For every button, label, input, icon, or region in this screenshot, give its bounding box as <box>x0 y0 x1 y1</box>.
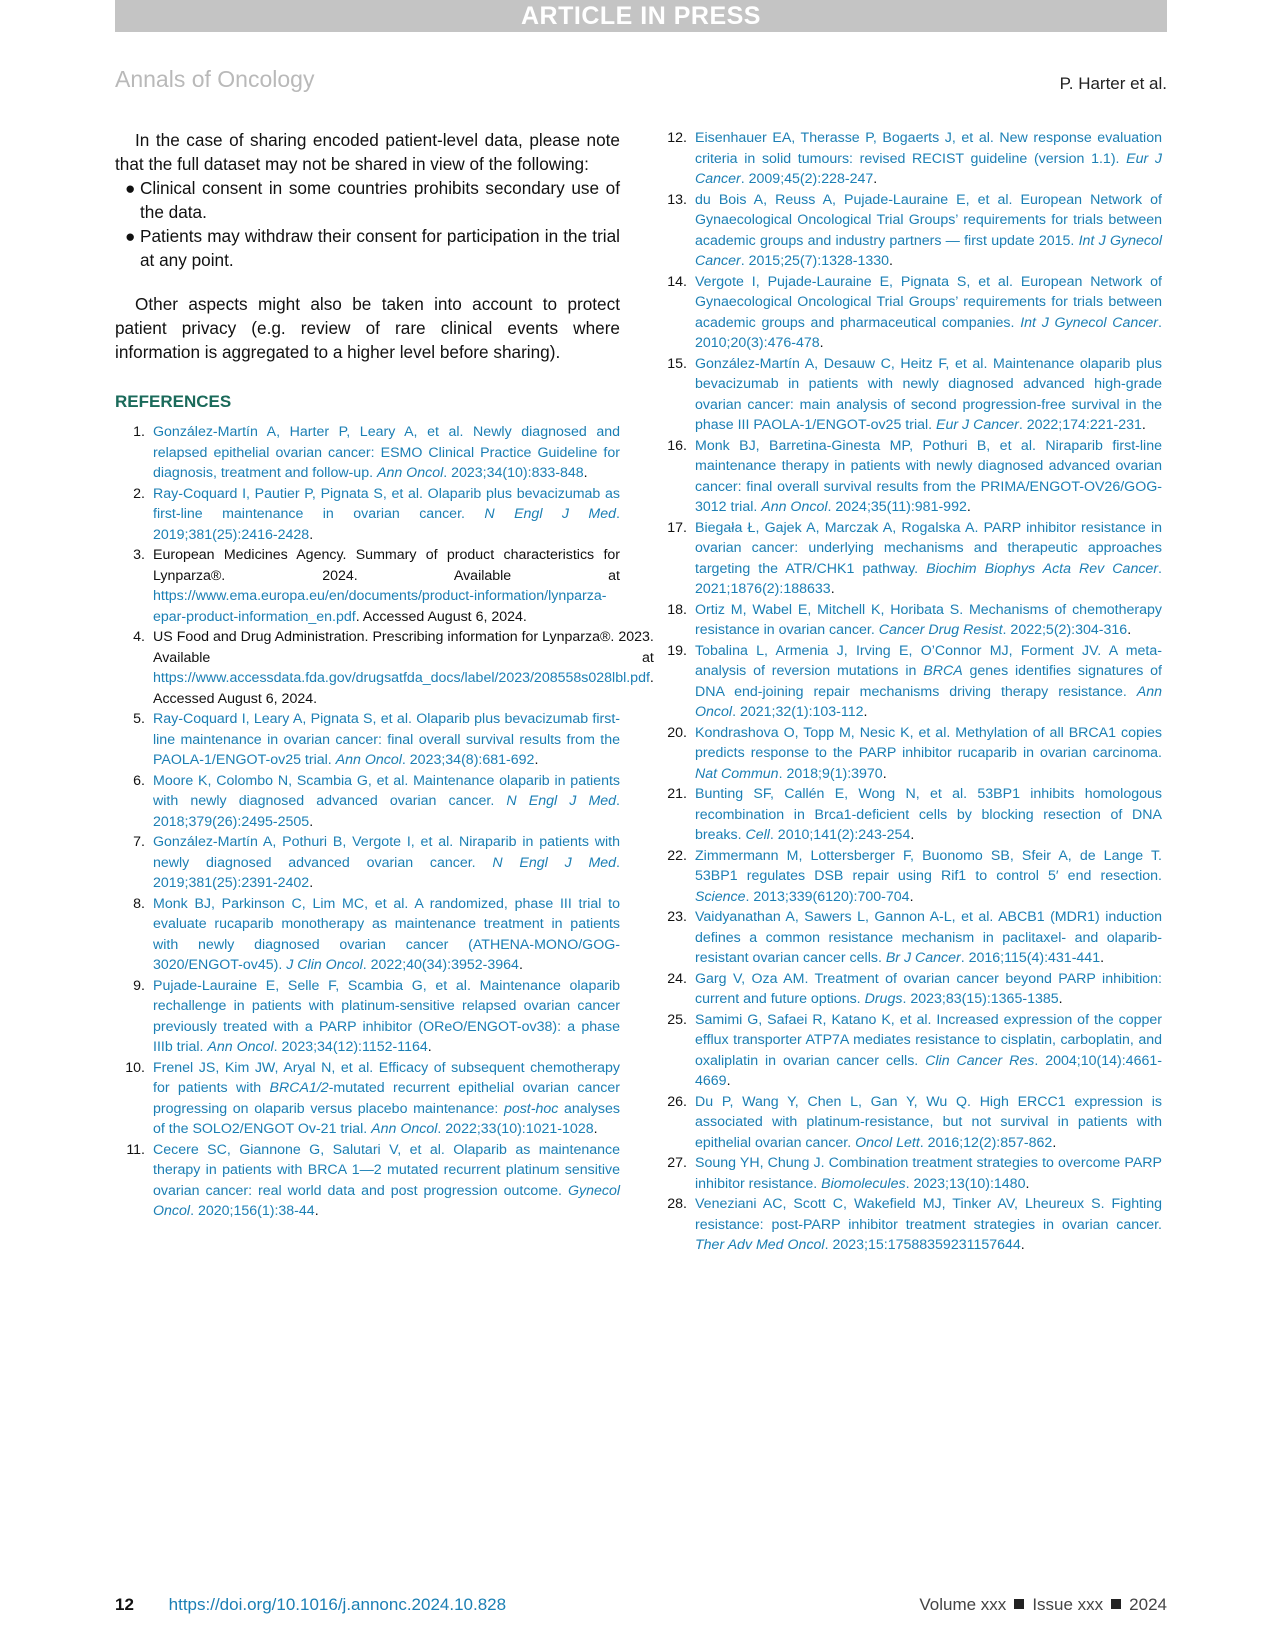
reference-journal[interactable]: Ann Oncol <box>376 465 444 481</box>
reference-text <box>153 771 620 833</box>
reference-text <box>695 190 1162 272</box>
reference-journal[interactable]: Oncol Lett <box>855 1134 920 1151</box>
reference-number: 3. <box>133 547 145 563</box>
reference-link[interactable]: . 2023;34(12):1152-1164 <box>273 1039 428 1055</box>
reference-number: 8. <box>133 895 145 912</box>
reference-number: 2. <box>133 485 145 502</box>
reference-number: 21. <box>667 786 687 802</box>
privacy-paragraph: Other aspects might also be taken into account to protect patient privacy (e.g. review of rare clinical events where information is aggregated to a higher level before sharing). <box>115 294 620 362</box>
reference-text <box>153 709 620 771</box>
reference-journal[interactable]: Nat Commun <box>695 765 779 782</box>
reference-text <box>153 545 620 627</box>
reference-link[interactable]: Monk BJ, Parkinson C, Lim MC, et al. A randomized, phase III trial to evaluate rucaparib monotherapy as maintenance treatment in patients with newly diagnosed ovarian cancer (ATHENA-MONO/GOG-3020/ENGOT-ov45). <box>153 895 620 973</box>
reference-text <box>153 422 620 484</box>
reference-text <box>695 354 1162 436</box>
reference-link[interactable]: Vergote I, Pujade-Lauraine E, Pignata S, et al. European Network of Gynaecological Oncological Trial Groups’ requirements for trials between academic groups and pharmaceutical companies. <box>695 273 1162 331</box>
reference-text <box>153 976 620 1058</box>
volume-label: Volume xxx <box>919 1595 1007 1614</box>
reference-journal[interactable]: Int J Gynecol Cancer <box>1020 314 1159 331</box>
reference-journal[interactable]: post-hoc <box>503 1100 559 1117</box>
reference-number: 16. <box>667 437 687 454</box>
reference-text <box>695 846 1162 908</box>
reference-text <box>153 894 620 976</box>
reference-number: 12. <box>667 130 687 146</box>
reference-link[interactable]: Pujade-Lauraine E, Selle F, Scambia G, et al. Maintenance olaparib rechallenge in patients with platinum-sensitive relapsed ovarian cancer previously treated with a PARP inhibitor (OReO/ENGOT-ov38): a phase IIIb trial. <box>153 977 620 1055</box>
reference-item <box>657 723 1162 785</box>
reference-text <box>695 518 1162 600</box>
reference-link[interactable]: . 2022;174:221-231 <box>1018 417 1142 433</box>
reference-item <box>657 128 1162 190</box>
reference-link[interactable]: . 2020;156(1):38-44 <box>190 1203 315 1219</box>
reference-number: 26. <box>667 1093 687 1110</box>
reference-text <box>695 969 1162 1010</box>
square-separator-icon <box>1111 1599 1121 1609</box>
reference-link[interactable]: . 2021;32(1):103-112 <box>732 704 864 720</box>
reference-link[interactable]: Frenel JS, Kim JW, Aryal N, et al. Efficacy of subsequent chemotherapy for patients with <box>153 1059 620 1096</box>
reference-item <box>657 907 1162 969</box>
reference-item <box>115 709 620 771</box>
reference-number: 15. <box>667 355 687 372</box>
reference-link[interactable]: analyses of the SOLO2/ENGOT Ov-21 trial. <box>153 1100 620 1137</box>
reference-link[interactable]: https://www.accessdata.fda.gov/drugsatfda_docs/label/2023/208558s028lbl.pdf <box>153 670 650 686</box>
reference-journal[interactable]: Science <box>695 888 746 905</box>
reference-link[interactable]: Soung YH, Chung J. Combination treatment strategies to overcome PARP inhibitor resistance. <box>695 1155 1162 1192</box>
reference-journal[interactable]: BRCA <box>923 663 963 679</box>
reference-link[interactable]: Veneziani AC, Scott C, Wakefield MJ, Tinker AV, Lheureux S. Fighting resistance: post-PARP inhibitor treatment strategies in ovarian cancer. <box>695 1196 1162 1233</box>
reference-number: 7. <box>133 834 145 850</box>
reference-journal[interactable]: Int J Gynecol Cancer <box>695 232 1162 269</box>
reference-link[interactable]: Kondrashova O, Topp M, Nesic K, et al. Methylation of all BRCA1 copies predicts response to the PARP inhibitor rucaparib in ovarian carcinoma. <box>695 724 1162 761</box>
reference-link[interactable]: Bunting SF, Callén E, Wong N, et al. 53BP1 inhibits homologous recombination in Brca1-deficient cells by blocking resection of DNA breaks. <box>695 786 1162 843</box>
reference-text <box>153 832 620 894</box>
reference-plain-text: . <box>309 875 314 891</box>
reference-item <box>657 641 1162 723</box>
reference-link[interactable]: Ray-Coquard I, Leary A, Pignata S, et al. Olaparib plus bevacizumab first-line maintenance in ovarian cancer: final overall survival results from the PAOLA-1/ENGOT-ov25 trial. <box>153 711 620 768</box>
reference-link[interactable]: . 2016;115(4):431-441 <box>960 950 1101 966</box>
reference-item <box>657 354 1162 436</box>
reference-item <box>115 976 620 1058</box>
reference-link[interactable]: du Bois A, Reuss A, Pujade-Lauraine E, et al. European Network of Gynaecological Oncological Trial Groups’ requirements for trials between academic groups and industry partners — first update 2015. <box>695 191 1162 249</box>
reference-item <box>115 627 654 709</box>
reference-number: 17. <box>667 519 687 536</box>
reference-journal[interactable]: Ann Oncol <box>371 1121 438 1137</box>
reference-plain-text: . <box>1058 991 1063 1007</box>
reference-journal[interactable]: N Engl J Med <box>484 506 617 522</box>
reference-link[interactable]: Cecere SC, Giannone G, Salutari V, et al. Olaparib as maintenance therapy in patients with BRCA 1—2 mutated recurrent platinum sensitive ovarian cancer: real world data and post progression outcome. <box>153 1141 620 1199</box>
reference-journal[interactable]: Ther Adv Med Oncol <box>695 1237 825 1253</box>
reference-journal[interactable]: Eur J Cancer <box>695 150 1162 187</box>
reference-number: 18. <box>667 601 687 618</box>
reference-plain-text: . Accessed August 6, 2024. <box>355 608 527 625</box>
reference-link[interactable]: . 2023;34(8):681-692 <box>401 752 535 768</box>
reference-link[interactable]: . 2004;10(14):4661-4669 <box>695 1052 1162 1089</box>
reference-text <box>695 600 1162 641</box>
right-column <box>657 128 1162 1256</box>
reference-link[interactable]: . 2024;35(11):981-992 <box>827 499 967 515</box>
reference-text <box>695 784 1162 846</box>
reference-number: 9. <box>133 977 145 994</box>
reference-link[interactable]: Samimi G, Safaei R, Katano K, et al. Increased expression of the copper efflux transporter ATP7A mediates resistance to cisplatin, carboplatin, and oxaliplatin in ovarian cancer cells. <box>695 1011 1162 1069</box>
reference-link[interactable]: https://www.ema.europa.eu/en/documents/product-information/lynparza-epar-product-information_en.pdf <box>153 588 607 625</box>
reference-link[interactable]: Tobalina L, Armenia J, Irving E, O’Connor MJ, Forment JV. A meta-analysis of reversion mutations in <box>695 642 1162 679</box>
reference-plain-text: . Accessed August 6, 2024. <box>153 670 654 707</box>
reference-plain-text: . <box>873 171 878 187</box>
reference-text <box>153 1058 620 1140</box>
reference-journal[interactable]: Ann Oncol <box>335 752 402 768</box>
reference-text <box>695 641 1162 723</box>
reference-number: 25. <box>667 1011 687 1028</box>
reference-link[interactable]: González-Martín A, Pothuri B, Vergote I, et al. Niraparib in patients with newly diagnosed advanced ovarian cancer. <box>153 834 620 871</box>
reference-number: 28. <box>667 1196 687 1212</box>
year-label: 2024 <box>1129 1595 1167 1614</box>
reference-link[interactable]: genes identifies signatures of DNA end-joining repair mechanisms driving therapy resistance. <box>695 663 1162 700</box>
reference-text <box>695 1092 1162 1154</box>
reference-plain-text: . <box>518 957 523 973</box>
reference-link[interactable]: Vaidyanathan A, Sawers L, Gannon A-L, et al. ABCB1 (MDR1) induction defines a common resistance mechanism in paclitaxel- and olaparib-resistant ovarian cancer cells. <box>695 909 1162 966</box>
reference-number: 20. <box>667 724 687 741</box>
reference-item <box>657 600 1162 641</box>
reference-plain-text: . <box>427 1039 432 1055</box>
reference-number: 6. <box>133 772 145 789</box>
reference-item <box>115 422 620 484</box>
reference-item <box>115 545 620 627</box>
reference-link[interactable]: . 2015;25(7):1328-1330 <box>740 253 890 269</box>
reference-link[interactable]: . 2023;83(15):1365-1385 <box>902 991 1059 1007</box>
reference-number: 19. <box>667 642 687 659</box>
page-footer <box>115 1595 1167 1615</box>
reference-link[interactable]: Eisenhauer EA, Therasse P, Bogaerts J, et al. New response evaluation criteria in solid tumours: revised RECIST guideline (version 1.1). <box>695 130 1162 167</box>
reference-plain-text: . <box>830 581 835 597</box>
article-in-press-banner: ARTICLE IN PRESS <box>115 0 1167 32</box>
reference-plain-text: . <box>1141 417 1146 433</box>
reference-journal[interactable]: Ann Oncol <box>695 683 1162 720</box>
reference-link[interactable]: . 2021;1876(2):188633 <box>695 560 1162 597</box>
reference-link[interactable]: Biegała Ł, Gajek A, Marczak A, Rogalska A. PARP inhibitor resistance in ovarian cancer: underlying mechanisms and therapeutic approaches targeting the ATR/CHK1 pathway. <box>695 519 1162 577</box>
reference-item <box>657 846 1162 908</box>
reference-journal[interactable]: N Engl J Med <box>492 854 617 871</box>
reference-plain-text: . <box>1025 1175 1030 1192</box>
reference-item <box>115 894 620 976</box>
reference-link[interactable]: . 2018;9(1):3970 <box>778 765 883 782</box>
reference-plain-text: . <box>1052 1134 1057 1151</box>
reference-text <box>695 272 1162 354</box>
reference-link[interactable]: Ray-Coquard I, Pautier P, Pignata S, et al. Olaparib plus bevacizumab as first-line maintenance in ovarian cancer. <box>153 485 620 522</box>
reference-plain-text: . <box>819 335 824 351</box>
reference-text <box>695 723 1162 785</box>
reference-link[interactable]: . 2023;13(10):1480 <box>905 1175 1026 1192</box>
reference-journal[interactable]: Drugs <box>864 991 903 1007</box>
bullet-text: Patients may withdraw their consent for participation in the trial at any point. <box>140 226 620 270</box>
reference-journal[interactable]: Biochim Biophys Acta Rev Cancer <box>926 560 1159 577</box>
reference-link[interactable]: . 2018;379(26):2495-2505 <box>153 793 620 830</box>
reference-plain-text: European Medicines Agency. Summary of product characteristics for Lynparza®. 2024. Available at <box>153 547 620 584</box>
reference-journal[interactable]: J Clin Oncol <box>286 957 363 973</box>
reference-link[interactable]: . 2022;40(34):3952-3964 <box>362 957 519 973</box>
reference-number: 22. <box>667 847 687 864</box>
square-separator-icon <box>1014 1599 1024 1609</box>
issue-label: Issue xxx <box>1032 1595 1104 1614</box>
reference-plain-text: . <box>314 1203 319 1219</box>
reference-text <box>695 1153 1162 1194</box>
references-list-right <box>657 128 1162 1256</box>
reference-text <box>695 436 1162 518</box>
reference-text <box>153 627 654 709</box>
reference-number: 10. <box>125 1059 145 1076</box>
references-heading: REFERENCES <box>115 392 232 411</box>
reference-plain-text: . <box>966 499 971 515</box>
reference-plain-text: . <box>1127 622 1132 638</box>
reference-journal[interactable]: Clin Cancer Res <box>925 1052 1035 1069</box>
reference-number: 1. <box>133 424 145 440</box>
reference-journal[interactable]: Cell <box>745 827 770 843</box>
reference-text <box>695 1194 1162 1256</box>
reference-item <box>657 784 1162 846</box>
reference-plain-text: . <box>583 465 588 481</box>
reference-link[interactable]: Ortiz M, Wabel E, Mitchell K, Horibata S. Mechanisms of chemotherapy resistance in ovarian cancer. <box>695 601 1162 638</box>
bullet-item <box>125 176 620 224</box>
reference-link[interactable]: Du P, Wang Y, Chen L, Gan Y, Wu Q. High ERCC1 expression is associated with platinum-resistance, but not survival in patients with epithelial ovarian cancer. <box>695 1093 1162 1151</box>
reference-journal[interactable]: Br J Cancer <box>885 950 961 966</box>
reference-plain-text: . <box>882 765 887 782</box>
reference-plain-text: . <box>1100 950 1105 966</box>
privacy-bullet-list <box>115 176 620 272</box>
reference-item <box>657 1153 1162 1194</box>
reference-plain-text: US Food and Drug Administration. Prescribing information for Lynparza®. 2023. Available at <box>153 629 654 666</box>
reference-item <box>657 1194 1162 1256</box>
reference-number: 5. <box>133 711 145 727</box>
reference-journal[interactable]: Biomolecules <box>821 1175 906 1192</box>
reference-plain-text: . <box>593 1121 598 1137</box>
reference-journal[interactable]: Eur J Cancer <box>936 417 1019 433</box>
reference-number: 14. <box>667 273 687 290</box>
reference-text <box>695 907 1162 969</box>
reference-item <box>657 518 1162 600</box>
reference-item <box>115 832 620 894</box>
reference-text <box>153 1140 620 1222</box>
reference-link[interactable]: González-Martín A, Desauw C, Heitz F, et al. Maintenance olaparib plus bevacizumab in patients with newly diagnosed advanced high-grade ovarian cancer: main analysis of second progression-free survival in the phase III PAOLA-1/ENGOT-ov25 trial. <box>695 355 1162 433</box>
reference-journal[interactable]: N Engl J Med <box>506 793 617 809</box>
reference-plain-text: . <box>909 888 914 905</box>
left-column <box>115 128 654 1222</box>
reference-link[interactable]: . 2013;339(6120):700-704 <box>745 888 910 905</box>
reference-item <box>657 190 1162 272</box>
reference-journal[interactable]: Gynecol Oncol <box>153 1182 620 1219</box>
reference-link[interactable]: . 2023;15:17588359231157644 <box>824 1237 1021 1253</box>
reference-link[interactable]: González-Martín A, Harter P, Leary A, et al. Newly diagnosed and relapsed epithelial ovarian cancer: ESMO Clinical Practice Guideline for diagnosis, treatment and follow-up. <box>153 424 620 481</box>
reference-item <box>115 1058 620 1140</box>
reference-item <box>657 1010 1162 1092</box>
reference-item <box>115 484 620 546</box>
reference-number: 23. <box>667 909 687 925</box>
reference-link[interactable]: . 2010;20(3):476-478 <box>695 314 1162 351</box>
reference-item <box>115 771 620 833</box>
reference-link[interactable]: -mutated recurrent epithelial ovarian cancer progressing on olaparib versus placebo maintenance: <box>153 1080 620 1117</box>
reference-link[interactable]: . 2022;5(2):304-316 <box>1002 622 1128 638</box>
reference-link[interactable]: . 2022;33(10):1021-1028 <box>437 1121 594 1137</box>
references-list-left <box>115 422 654 1222</box>
reference-link[interactable]: Garg V, Oza AM. Treatment of ovarian cancer beyond PARP inhibition: current and future options. <box>695 970 1162 1007</box>
reference-link[interactable]: . 2019;381(25):2391-2402 <box>153 854 620 891</box>
reference-item <box>115 1140 620 1222</box>
reference-plain-text: . <box>1020 1237 1025 1253</box>
reference-plain-text: . <box>309 813 314 830</box>
bullet-text: Clinical consent in some countries prohibits secondary use of the data. <box>140 178 620 222</box>
reference-plain-text: . <box>726 1073 731 1089</box>
reference-number: 4. <box>133 629 145 645</box>
reference-item <box>657 969 1162 1010</box>
bullet-item <box>125 224 620 272</box>
reference-item <box>657 272 1162 354</box>
reference-item <box>657 1092 1162 1154</box>
reference-link[interactable]: Zimmermann M, Lottersberger F, Buonomo SB, Sfeir A, de Lange T. 53BP1 regulates DSB repair using Rif1 to control 5′ end resection. <box>695 847 1162 884</box>
reference-text <box>695 128 1162 190</box>
reference-plain-text: . <box>910 827 915 843</box>
data-sharing-paragraph: In the case of sharing encoded patient-level data, please note that the full dataset may not be shared in view of the following: <box>115 130 620 174</box>
reference-link[interactable]: . 2010;141(2):243-254 <box>769 827 911 843</box>
reference-link[interactable]: . 2019;381(25):2416-2428 <box>153 506 620 543</box>
reference-link[interactable]: Moore K, Colombo N, Scambia G, et al. Maintenance olaparib in patients with newly diagnosed advanced ovarian cancer. <box>153 772 620 809</box>
reference-number: 24. <box>667 970 687 987</box>
reference-journal[interactable]: Cancer Drug Resist <box>878 622 1003 638</box>
reference-journal[interactable]: BRCA1/2 <box>269 1080 329 1096</box>
reference-link[interactable]: . 2023;34(10):833-848 <box>443 465 584 481</box>
reference-link[interactable]: Monk BJ, Barretina-Ginesta MP, Pothuri B, et al. Niraparib first-line maintenance therapy in patients with newly diagnosed advanced ovarian cancer: final overall survival results from the PRIMA/ENGOT-OV26/GOG-3012 trial. <box>695 437 1162 515</box>
reference-link[interactable]: . 2016;12(2):857-862 <box>919 1134 1053 1151</box>
reference-number: 27. <box>667 1155 687 1171</box>
reference-journal[interactable]: Ann Oncol <box>207 1039 274 1055</box>
running-head-authors: P. Harter et al. <box>1059 74 1167 93</box>
journal-name: Annals of Oncology <box>115 66 315 92</box>
reference-number: 13. <box>667 191 687 208</box>
reference-text <box>153 484 620 546</box>
reference-plain-text: . <box>863 704 868 720</box>
reference-text <box>695 1010 1162 1092</box>
reference-plain-text: . <box>534 752 539 768</box>
page-number: 12 <box>115 1595 134 1614</box>
reference-plain-text: . <box>309 526 314 543</box>
reference-link[interactable]: . 2009;45(2):228-247 <box>740 171 874 187</box>
bullet-icon: ● <box>125 178 136 198</box>
doi-link[interactable]: https://doi.org/10.1016/j.annonc.2024.10.828 <box>168 1595 507 1614</box>
reference-journal[interactable]: Ann Oncol <box>761 499 828 515</box>
issue-info <box>919 1595 1167 1615</box>
reference-number: 11. <box>126 1141 145 1158</box>
reference-plain-text: . <box>889 253 893 269</box>
reference-item <box>657 436 1162 518</box>
bullet-icon: ● <box>125 226 136 246</box>
